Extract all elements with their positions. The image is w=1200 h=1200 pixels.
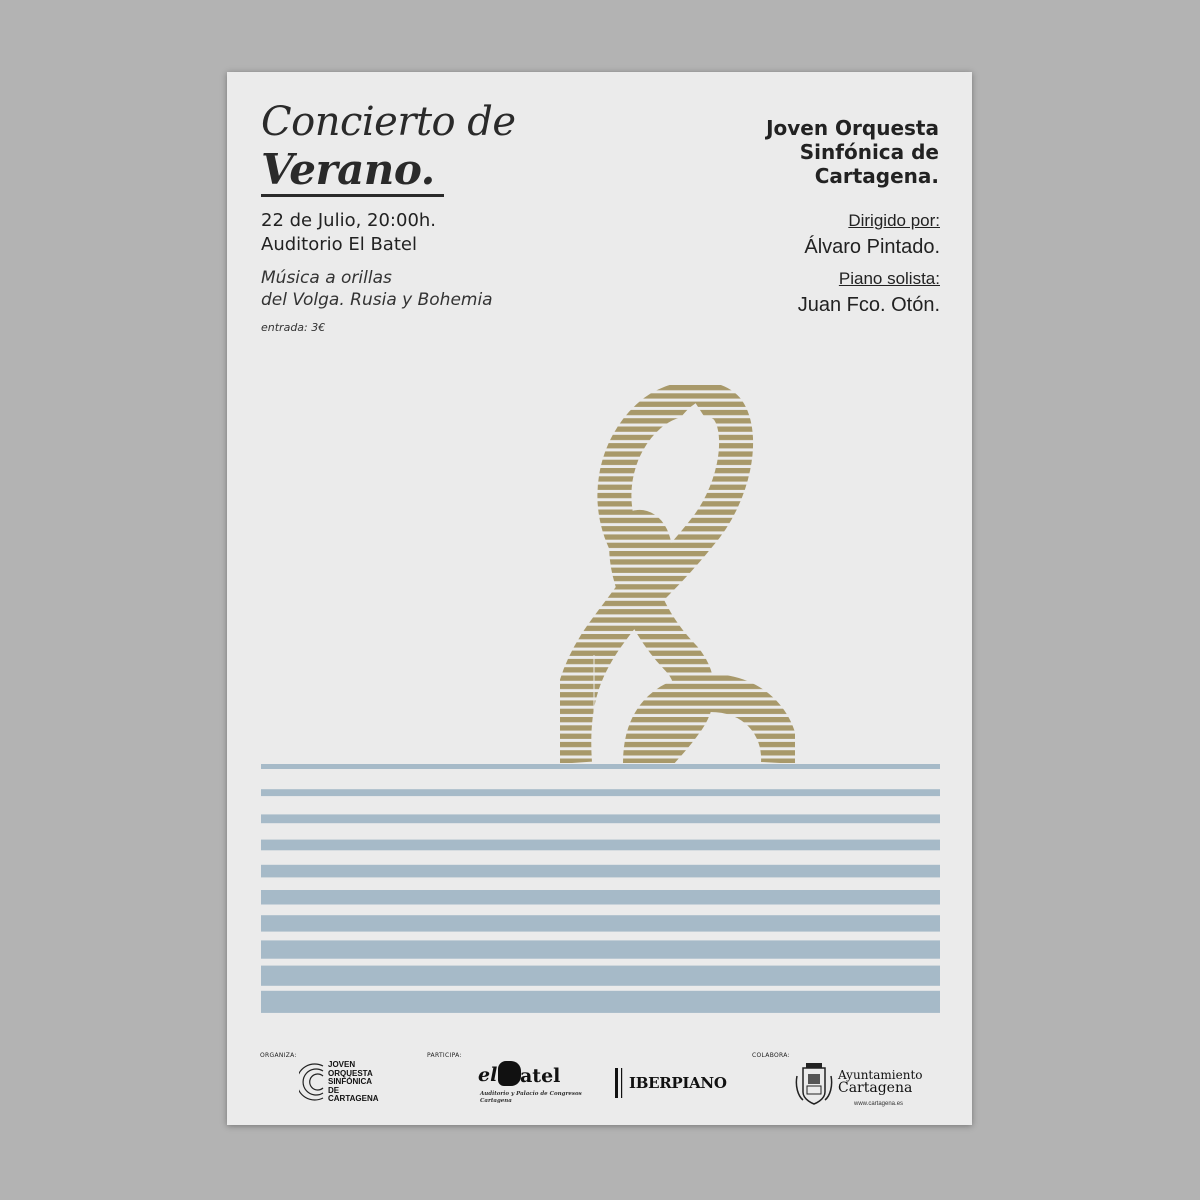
orchestra-name-line-1: Joven Orquesta: [766, 116, 939, 140]
batel-logo-mark: [498, 1061, 521, 1086]
organiza-label: ORGANIZA:: [260, 1052, 297, 1059]
program-line-1: Música a orillas: [261, 268, 392, 288]
staff-bar: [261, 764, 940, 769]
staff-bar: [261, 915, 940, 931]
concert-poster: [227, 72, 972, 1125]
staff-bar: [261, 991, 940, 1013]
iberpiano-logo-icon: [615, 1068, 627, 1098]
piano-soloist-label: Piano solista:: [838, 269, 940, 288]
cartagena-url: www.cartagena.es: [854, 1101, 904, 1107]
batel-logo-el: el: [478, 1064, 498, 1086]
orchestra-logo-icon: [299, 1062, 327, 1102]
orchestra-name-line-3: Cartagena.: [814, 164, 939, 188]
music-staff-bars: [261, 764, 940, 1016]
orchestra-name-line-2: Sinfónica de: [799, 140, 939, 164]
staff-bar: [261, 814, 940, 823]
staff-bar: [261, 865, 940, 878]
title-line-2: Verano.: [261, 145, 435, 194]
participa-label: PARTICIPA:: [427, 1052, 462, 1059]
batel-logo-atel: atel: [520, 1065, 561, 1087]
event-date: 22 de Julio, 20:00h.: [261, 210, 437, 231]
staff-bar: [261, 789, 940, 796]
orchestra-logo-text: JOVEN ORQUESTA SINFÓNICA DE CARTAGENA: [328, 1060, 379, 1103]
title-line-1: Concierto de: [261, 99, 516, 145]
cartagena-label: Cartagena: [838, 1080, 913, 1096]
staff-bar: [261, 840, 940, 851]
event-venue: Auditorio El Batel: [261, 234, 417, 255]
staff-bar: [261, 940, 940, 958]
director-label: Dirigido por:: [848, 211, 940, 230]
batel-logo-subtitle: Auditorio y Palacio de Congresos Cartagena: [480, 1091, 582, 1104]
program-line-2: del Volga. Rusia y Bohemia: [261, 290, 493, 310]
entry-price: entrada: 3€: [261, 321, 326, 334]
cartagena-coat-of-arms-icon: [795, 1062, 833, 1106]
piano-soloist-name: Juan Fco. Otón.: [797, 294, 940, 316]
treble-clef-illustration: [560, 385, 795, 763]
iberpiano-logo-text: IBERPIANO: [629, 1074, 727, 1092]
director-name: Álvaro Pintado.: [804, 236, 940, 258]
ayuntamiento-label: Ayuntamiento: [838, 1068, 923, 1082]
staff-bar: [261, 966, 940, 986]
staff-bar: [261, 890, 940, 905]
title-underline: [261, 194, 444, 197]
colabora-label: COLABORA:: [752, 1052, 790, 1059]
